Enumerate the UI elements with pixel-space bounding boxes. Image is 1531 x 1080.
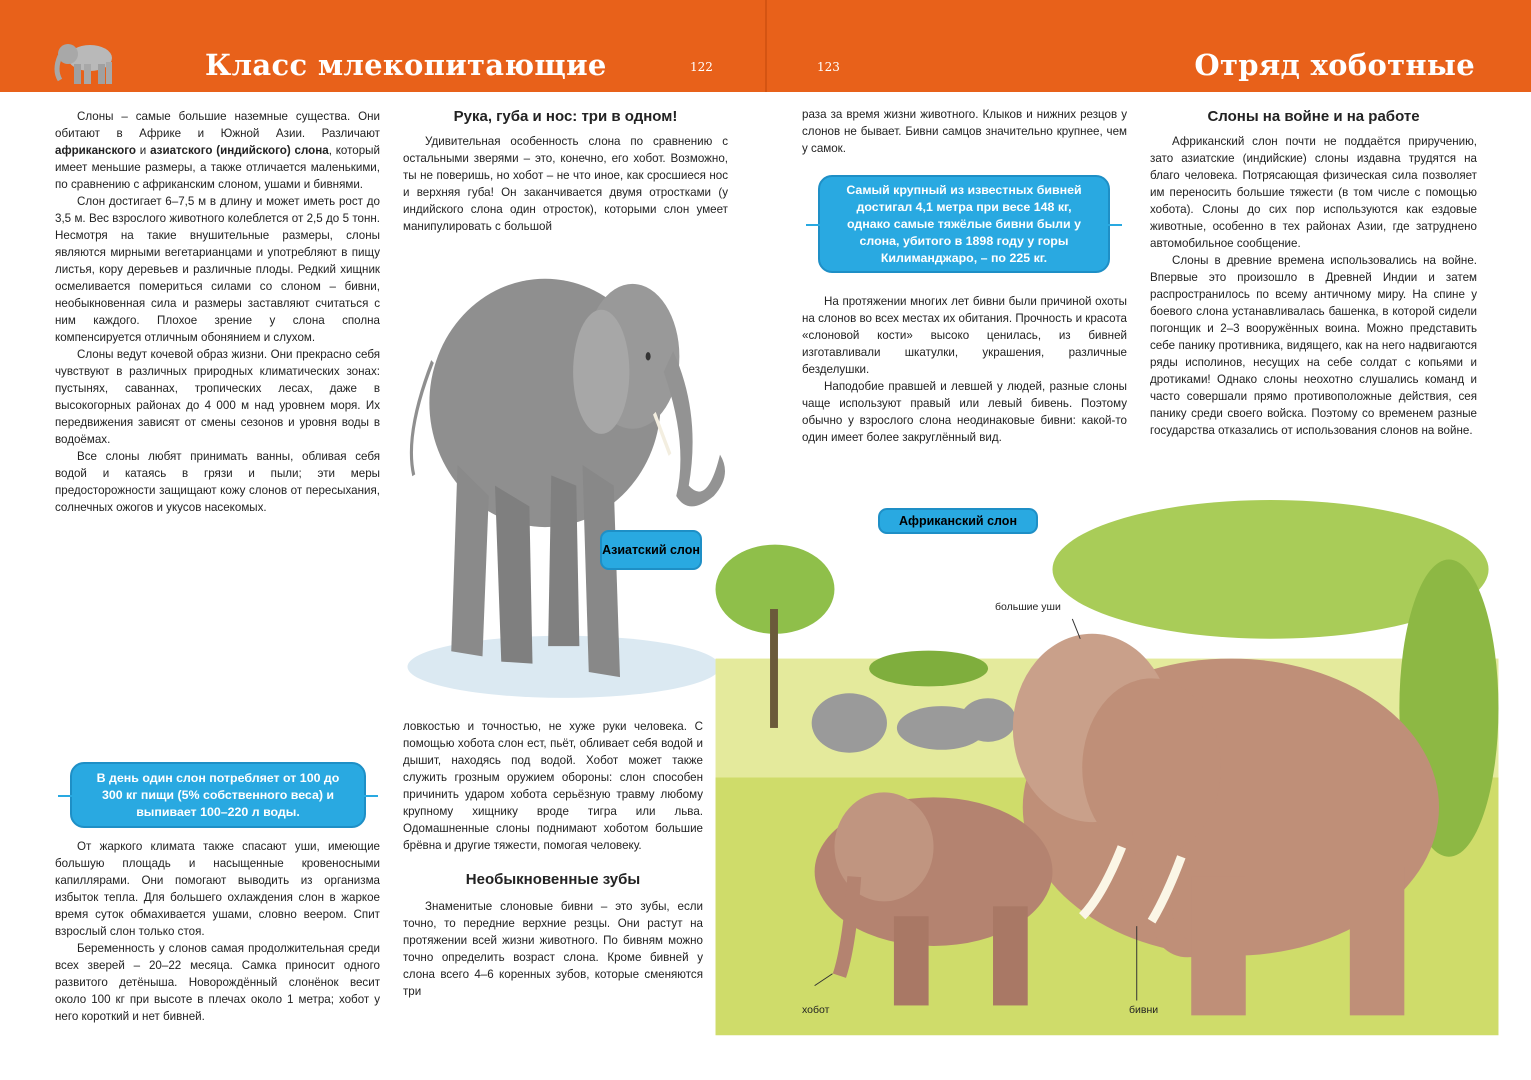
right-page-number: 123 (817, 60, 840, 74)
african-elephant-label: Африканский слон (878, 508, 1038, 534)
asian-elephant-illustration (395, 258, 745, 703)
column-3-bottom (802, 293, 1127, 446)
paragraph: ловкостью и точностью, не хуже руки человека. С помощью хобота слон ест, пьёт, обливает себя водой и дышит, находясь под водой. Хобот может также служить грозным оружием обороны: слон способен причинить ударом хобота серьёзную травму любому крупному хищнику вроде тигра или льва. Одомашненные слоны поднимают хоботом большие брёвна и другие тяжести, помогая человеку. (403, 720, 703, 852)
paragraph: Наподобие правшей и левшей у людей, разные слоны чаще используют правый или левый бивень. Поэтому обычно у взрослого слона неодинаковые бивни: какой-то один имеет более закруглённый вид. (802, 380, 1127, 444)
left-page-number: 122 (690, 60, 713, 74)
text: Слоны – самые большие наземные существа. Они обитают в Африке и Южной Азии. Различают (55, 110, 380, 140)
paragraph: Слоны ведут кочевой образ жизни. Они прекрасно себя чувствуют в различных природных климатических зонах: пустынях, саваннах, тропических лесах, даже в высокогорных районах до 4 000 м над уровнем моря. Их передвижения зависят от смены сезонов и уровня воды в водоёмах. (55, 348, 380, 446)
section-heading-war: Слоны на войне и на работе (1207, 108, 1420, 125)
bold-text: азиатского (индийского) слона (150, 144, 329, 157)
right-page-title: Отряд хоботные (1194, 48, 1475, 82)
paragraph: Беременность у слонов самая продолжительная среди всех зверей – 20–22 месяца. Самка приносит одного развитого детёныша. Новорождённый слонёнок весит около 100 кг при высоте в плечах около 1 метра; хобот у него короткий и нет бивней. (55, 942, 380, 1023)
column-1 (55, 108, 380, 516)
paragraph: Африканский слон почти не поддаётся приручению, зато азиатские (индийские) слоны издавна трудятся на благо человека. Потрясающая физическая сила позволяет им переносить большие тяжести (в том числе с помощью хобота). Слоны до сих пор используются как ездовые животные, особенно в тех районах Азии, где затруднено автомобильное сообщение. (1150, 135, 1477, 250)
paragraph: Слон достигает 6–7,5 м в длину и может иметь рост до 3,5 м. Вес взрослого животного колеблется от 2,5 до 5 тонн. Несмотря на такие внушительные размеры, слоны являются мирными вегетарианцами и употребляют в пищу листья, кору деревьев и различные плоды. Редкий хищник осмеливается помериться силами со слоном – бивни, необыкновенная сила и размеры заставляют считаться с ним каждого. Плохое зрение у слона сполна компенсируется отличным обонянием и слухом. (55, 195, 380, 344)
column-1-bottom (55, 838, 380, 1025)
paragraph (55, 108, 380, 193)
african-elephant-illustration (712, 500, 1502, 1055)
tusks-label: бивни (1129, 1004, 1159, 1016)
trunk-label: хобот (802, 1004, 830, 1016)
column-3-top (802, 106, 1127, 157)
column-2-bottom (403, 718, 703, 1000)
text: , который имеет меньшие размеры, а также отличается маленькими, по сравнению с африканским слоном, ушами и бивнями. (55, 144, 380, 191)
callout-food: В день один слон потребляет от 100 до 300 кг пищи (5% собственного веса) и выпивает 100–220 л воды. (70, 762, 366, 828)
callout-tusks: Самый крупный из известных бивней достигал 4,1 метра при весе 148 кг, однако самые тяжёлые бивни были у слона, убитого в 1898 году у горы Килиманджаро, – по 225 кг. (818, 175, 1110, 273)
paragraph: раза за время жизни животного. Клыков и нижних резцов у слонов не бывает. Бивни самцов значительно крупнее, чем у самок. (802, 108, 1127, 155)
section-heading-teeth: Необыкновенные зубы (465, 871, 641, 888)
column-2-top (403, 107, 728, 235)
left-page-title: Класс млекопитающие (205, 48, 607, 82)
paragraph: Знаменитые слоновые бивни – это зубы, если точно, то передние верхние резцы. Они растут на протяжении всей жизни животного. По бивням можно точно определить возраст слона. Кроме бивней у слона всего 4–6 коренных зубов, которые сменяются три (403, 900, 703, 998)
paragraph: Слоны в древние времена использовались на войне. Впервые это произошло в Древней Индии и затем распространилось по всему античному миру. На спине у боевого слона устанавливалась башенка, в которой сидели погонщик и 2–3 вооружённых воина. Можно представить себе панику противника, видящего, как на него надвигаются ряды исполинов, несущих на себе солдат с копьями и дротиками! Однако слоны неохотно слушались команд и часто совершали прямо противоположные действия, сея панику среди своего войска. Поэтому со временем разные государства отказались от использования слонов на войне. (1150, 254, 1477, 437)
ears-label: большие уши (995, 601, 1061, 613)
paragraph: На протяжении многих лет бивни были причиной охоты на слонов во всех местах их обитания. Прочность и красота «слоновой кости» высоко ценилась, из бивней изготавливали шкатулки, украшения, различные безделушки. (802, 295, 1127, 376)
bold-text: африканского (55, 144, 136, 157)
paragraph: Удивительная особенность слона по сравнению с остальными зверями – это, конечно, его хобот. Возможно, ты не поверишь, но хобот – не что иное, как сросшиеся нос и верхняя губа! Он заканчивается двумя отростками (у индийского слона один отросток), которыми слон умеет манипулировать с большой (403, 135, 728, 233)
section-heading-trunk: Рука, губа и нос: три в одном! (453, 108, 678, 125)
column-4 (1150, 107, 1477, 439)
page-gutter (765, 0, 767, 92)
elephant-icon (52, 36, 122, 88)
asian-elephant-label: Азиатский слон (600, 530, 702, 570)
paragraph: Все слоны любят принимать ванны, обливая себя водой и катаясь в грязи и пыли; эти меры предосторожности защищают кожу слонов от пересыхания, солнечных ожогов и укусов насекомых. (55, 450, 380, 514)
paragraph: От жаркого климата также спасают уши, имеющие большую площадь и насыщенные кровеносными капиллярами. Они помогают выводить из организма избыток тепла. Для большего охлаждения слон в жаркое время суток обмахивается ушами, словно веером. Спит взрослый слон только стоя. (55, 840, 380, 938)
text: и (136, 144, 151, 157)
